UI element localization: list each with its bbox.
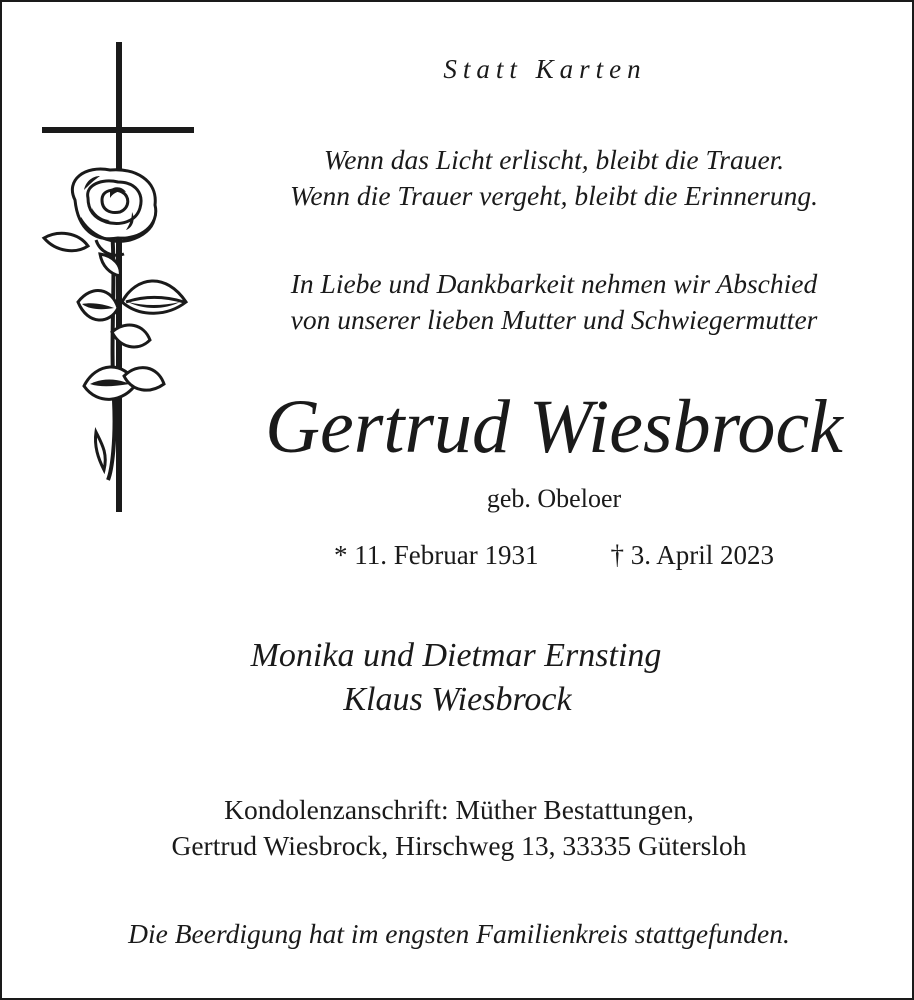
cross-with-rose-icon: [40, 40, 200, 520]
death-date: † 3. April 2023: [610, 540, 774, 570]
life-dates: [192, 540, 914, 571]
birth-date: * 11. Februar 1931: [334, 540, 539, 570]
mourners: [2, 634, 914, 722]
deceased-name: Gertrud Wiesbrock: [265, 385, 843, 469]
mourner-line-1: Monika und Dietmar Ernsting: [250, 637, 662, 674]
closing-note: Die Beerdigung hat im engsten Familienkreis stattgefunden.: [128, 918, 790, 949]
birth-name: geb. Obeloer: [486, 484, 622, 513]
notice-header: Statt Karten: [443, 54, 647, 84]
verse-second-line-2: von unserer lieben Mutter und Schwiegermutter: [290, 304, 818, 335]
condolence-address-line-2: Gertrud Wiesbrock, Hirschweg 13, 33335 Gütersloh: [171, 830, 747, 861]
verse-first-line-1: Wenn das Licht erlischt, bleibt die Trauer.: [323, 144, 785, 175]
condolence-address: [2, 792, 914, 864]
verse-second-line-1: In Liebe und Dankbarkeit nehmen wir Abschied: [290, 268, 818, 299]
verse-first: [192, 142, 914, 214]
condolence-address-line-1: Kondolenzanschrift: Müther Bestattungen,: [224, 794, 694, 825]
verse-second: [192, 266, 914, 338]
mourner-line-2: Klaus Wiesbrock: [343, 681, 572, 718]
verse-first-line-2: Wenn die Trauer vergeht, bleibt die Erinnerung.: [289, 180, 819, 211]
